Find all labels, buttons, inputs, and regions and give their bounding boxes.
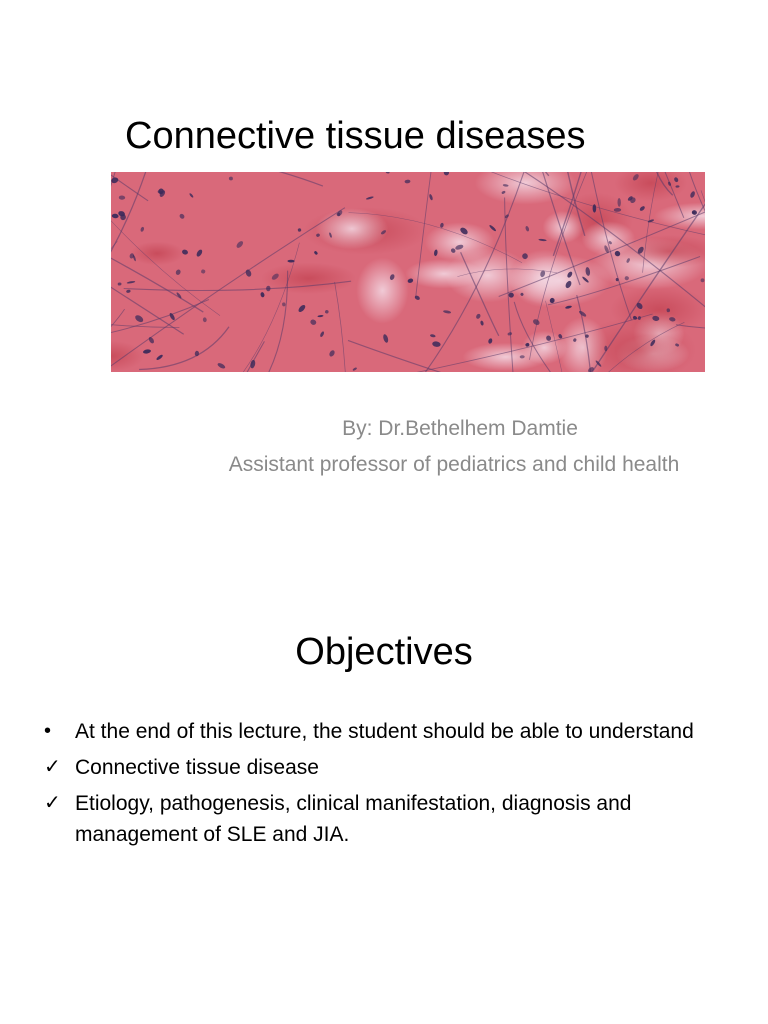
list-item-text: Etiology, pathogenesis, clinical manifestation, diagnosis and management of SLE and JIA.: [75, 792, 632, 846]
author-line: By: Dr.Bethelhem Damtie: [342, 417, 578, 440]
checkmark-icon: ✓: [44, 792, 61, 814]
objectives-slide: [0, 512, 768, 1024]
checkmark-icon: ✓: [44, 756, 61, 778]
slide-title: Objectives: [295, 631, 473, 673]
histology-image: [111, 172, 705, 372]
list-item: [44, 716, 724, 747]
list-item: [44, 788, 724, 850]
list-item-text: At the end of this lecture, the student should be able to understand: [75, 720, 694, 743]
slide-title: Connective tissue diseases: [125, 115, 586, 157]
list-item: [44, 752, 724, 783]
bullet-icon: •: [44, 720, 52, 742]
list-item-text: Connective tissue disease: [75, 756, 319, 779]
connective-tissue-micrograph: [111, 172, 705, 372]
affiliation-line: Assistant professor of pediatrics and child health: [228, 453, 680, 476]
objectives-list: [44, 716, 724, 855]
